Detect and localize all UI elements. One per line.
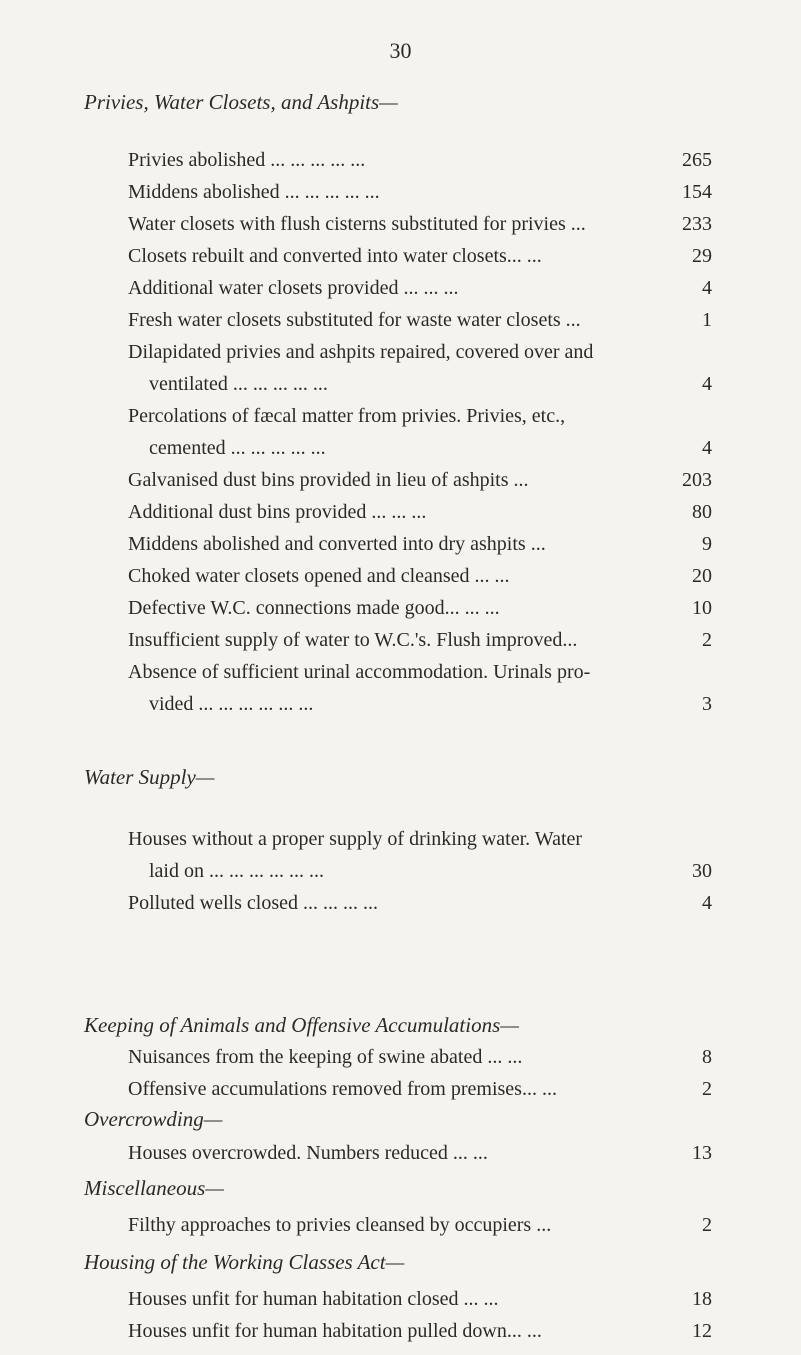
- item-label-continuation: laid on ... ... ... ... ... ...: [149, 860, 324, 882]
- section-heading: Miscellaneous—: [84, 1176, 224, 1200]
- item-label: Polluted wells closed ... ... ... ...: [128, 892, 378, 914]
- item-value: 154: [682, 181, 712, 203]
- item-value: 10: [692, 597, 712, 619]
- item-value: 20: [692, 565, 712, 587]
- item-label: Middens abolished and converted into dry ashpits ...: [128, 533, 546, 555]
- item-label: Dilapidated privies and ashpits repaired, covered over and: [128, 341, 594, 363]
- item-label-continuation: cemented ... ... ... ... ...: [149, 437, 326, 459]
- item-label: Nuisances from the keeping of swine abated ... ...: [128, 1046, 523, 1068]
- item-value: 3: [702, 693, 712, 715]
- section-heading: Housing of the Working Classes Act—: [84, 1250, 405, 1274]
- item-value: 4: [702, 892, 712, 914]
- item-value: 29: [692, 245, 712, 267]
- item-value: 4: [702, 437, 712, 459]
- item-label: Absence of sufficient urinal accommodation. Urinals pro-: [128, 661, 591, 683]
- section-heading: Overcrowding—: [84, 1107, 223, 1131]
- item-value: 4: [702, 277, 712, 299]
- item-label: Additional water closets provided ... ... ...: [128, 277, 459, 299]
- item-label: Houses without a proper supply of drinking water. Water: [128, 828, 583, 850]
- item-value: 13: [692, 1142, 712, 1164]
- item-value: 30: [692, 860, 712, 882]
- item-label: Insufficient supply of water to W.C.'s. Flush improved...: [128, 629, 578, 651]
- item-label-continuation: ventilated ... ... ... ... ...: [149, 373, 328, 395]
- item-value: 233: [682, 213, 712, 235]
- item-value: 2: [702, 1078, 712, 1100]
- page-number: 30: [389, 38, 412, 63]
- item-value: 2: [702, 629, 712, 651]
- item-value: 8: [702, 1046, 712, 1068]
- item-label: Fresh water closets substituted for waste water closets ...: [128, 309, 581, 331]
- item-value: 1: [702, 309, 712, 331]
- item-label: Water closets with flush cisterns substituted for privies ...: [128, 213, 586, 235]
- item-value: 2: [702, 1214, 712, 1236]
- item-label: Choked water closets opened and cleansed ... ...: [128, 565, 510, 587]
- item-label: Middens abolished ... ... ... ... ...: [128, 181, 380, 203]
- section-heading: Keeping of Animals and Offensive Accumulations—: [84, 1013, 519, 1037]
- item-value: 203: [682, 469, 712, 491]
- item-value: 12: [692, 1320, 712, 1342]
- item-label: Houses unfit for human habitation pulled down... ...: [128, 1320, 542, 1342]
- item-value: 265: [682, 149, 712, 171]
- item-label: Additional dust bins provided ... ... ...: [128, 501, 427, 523]
- item-label: Closets rebuilt and converted into water closets... ...: [128, 245, 542, 267]
- item-label: Offensive accumulations removed from premises... ...: [128, 1078, 557, 1100]
- item-label: Houses unfit for human habitation closed ... ...: [128, 1288, 499, 1310]
- item-value: 4: [702, 373, 712, 395]
- item-label: Percolations of fæcal matter from privies. Privies, etc.,: [128, 405, 566, 427]
- item-label: Privies abolished ... ... ... ... ...: [128, 149, 366, 171]
- item-value: 80: [692, 501, 712, 523]
- item-label-continuation: vided ... ... ... ... ... ...: [149, 693, 314, 715]
- item-value: 18: [692, 1288, 712, 1310]
- item-label: Defective W.C. connections made good... ... ...: [128, 597, 500, 619]
- item-label: Filthy approaches to privies cleansed by occupiers ...: [128, 1214, 552, 1236]
- section-heading: Privies, Water Closets, and Ashpits—: [84, 90, 398, 114]
- item-label: Galvanised dust bins provided in lieu of ashpits ...: [128, 469, 529, 491]
- section-heading: Water Supply—: [84, 765, 215, 789]
- item-label: Houses overcrowded. Numbers reduced ... ...: [128, 1142, 488, 1164]
- item-value: 9: [702, 533, 712, 555]
